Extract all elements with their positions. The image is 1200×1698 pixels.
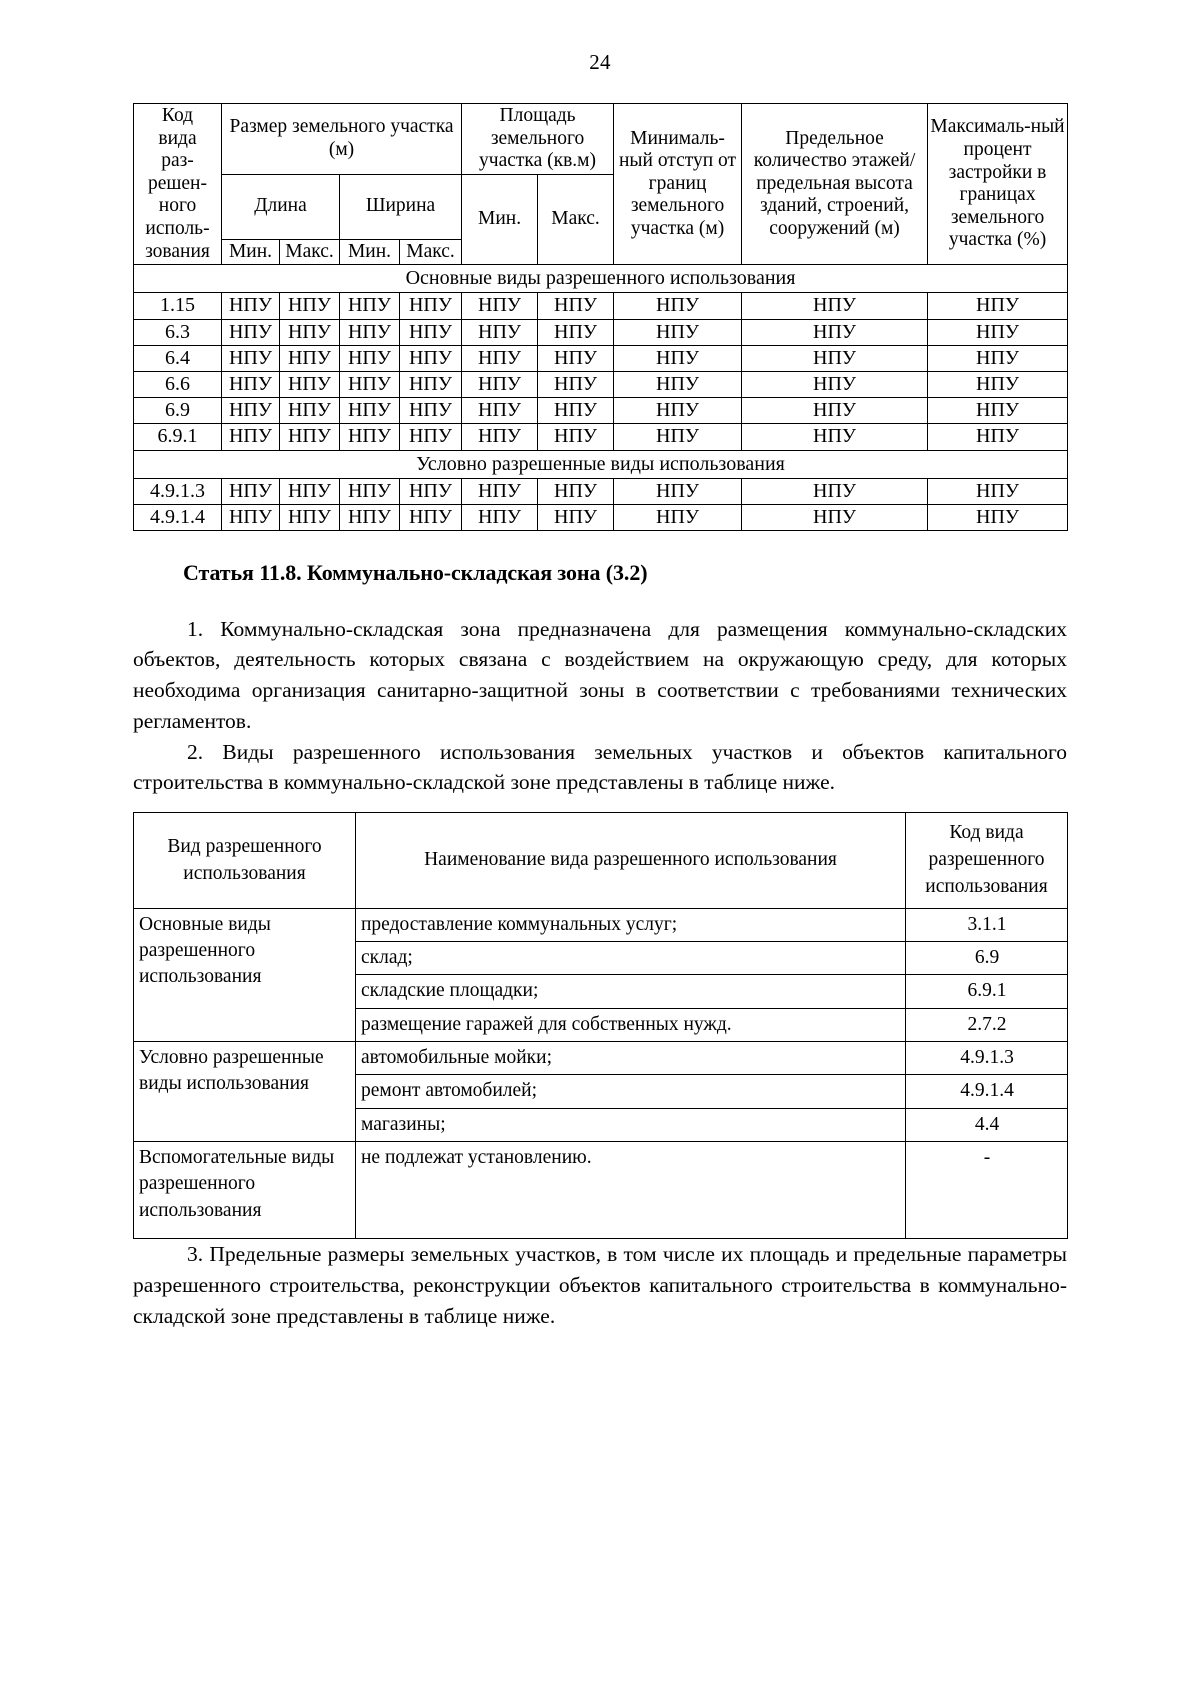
header-width-max: Макс.	[400, 239, 462, 265]
row-code: 1.15	[134, 293, 222, 319]
header-code-kind-line-3: раз-	[161, 150, 194, 172]
header-code-kind-line-1: Код	[161, 105, 194, 126]
cell-length-max: НПУ	[280, 293, 340, 319]
cell-area-min: НПУ	[462, 319, 538, 345]
cell-length-min: НПУ	[222, 293, 280, 319]
cell-min-setback: НПУ	[614, 372, 742, 398]
header-plot-size: Размер земельного участка (м)	[222, 104, 462, 175]
cell-width-min: НПУ	[340, 504, 400, 530]
table-row	[134, 424, 1068, 450]
header-code-kind	[134, 104, 222, 265]
use-name: предоставление коммунальных услуг;	[356, 908, 906, 941]
table-row	[134, 478, 1068, 504]
table-header-row-1	[134, 104, 1068, 175]
cell-width-max: НПУ	[400, 345, 462, 371]
cell-width-min: НПУ	[340, 293, 400, 319]
use-code: 2.7.2	[906, 1008, 1068, 1041]
row-code: 6.9.1	[134, 424, 222, 450]
cell-min-setback: НПУ	[614, 504, 742, 530]
group-kind-auxiliary: Вспомогательные виды разрешенного использования	[134, 1142, 356, 1239]
cell-area-min: НПУ	[462, 345, 538, 371]
cell-area-min: НПУ	[462, 372, 538, 398]
permitted-uses-table-body	[134, 908, 1068, 1238]
cell-length-min: НПУ	[222, 504, 280, 530]
header-area-min: Мин.	[462, 174, 538, 264]
header-code-kind-line-7: зования	[145, 240, 210, 262]
cell-width-max: НПУ	[400, 398, 462, 424]
table-row	[134, 1142, 1068, 1239]
cell-min-setback: НПУ	[614, 478, 742, 504]
cell-max-percent: НПУ	[928, 398, 1068, 424]
cell-width-min: НПУ	[340, 319, 400, 345]
cell-max-floors: НПУ	[742, 319, 928, 345]
cell-area-max: НПУ	[538, 424, 614, 450]
row-code: 4.9.1.3	[134, 478, 222, 504]
header-max-floors: Предельное количество этажей/ предельная высота зданий, строений, сооружений (м)	[742, 104, 928, 265]
permitted-uses-table	[133, 812, 1068, 1239]
page-content	[133, 103, 1067, 1331]
header-max-build-percent: Максималь-ный процент застройки в границах земельного участка (%)	[928, 104, 1068, 265]
cell-length-min: НПУ	[222, 372, 280, 398]
table-row	[134, 504, 1068, 530]
cell-max-floors: НПУ	[742, 478, 928, 504]
cell-min-setback: НПУ	[614, 319, 742, 345]
table-header-row	[134, 813, 1068, 909]
table-row	[134, 319, 1068, 345]
header-min-setback: Минималь-ный отступ от границ земельного участка (м)	[614, 104, 742, 265]
cell-width-max: НПУ	[400, 372, 462, 398]
cell-width-min: НПУ	[340, 372, 400, 398]
cell-area-max: НПУ	[538, 398, 614, 424]
limit-parameters-table-head	[134, 104, 1068, 265]
header-code-kind-line-6: исполь-	[145, 218, 210, 240]
cell-width-max: НПУ	[400, 319, 462, 345]
use-name: ремонт автомобилей;	[356, 1075, 906, 1108]
table-row	[134, 1042, 1068, 1075]
row-code: 6.6	[134, 372, 222, 398]
cell-area-max: НПУ	[538, 504, 614, 530]
use-name: склад;	[356, 942, 906, 975]
row-code: 6.4	[134, 345, 222, 371]
cell-width-min: НПУ	[340, 424, 400, 450]
cell-length-min: НПУ	[222, 345, 280, 371]
table-row	[134, 293, 1068, 319]
cell-length-max: НПУ	[280, 424, 340, 450]
cell-max-percent: НПУ	[928, 504, 1068, 530]
group-kind-main: Основные виды разрешенного использования	[134, 908, 356, 1041]
cell-max-floors: НПУ	[742, 504, 928, 530]
cell-area-max: НПУ	[538, 319, 614, 345]
cell-length-max: НПУ	[280, 345, 340, 371]
cell-max-floors: НПУ	[742, 398, 928, 424]
cell-width-max: НПУ	[400, 293, 462, 319]
cell-area-min: НПУ	[462, 424, 538, 450]
cell-max-floors: НПУ	[742, 424, 928, 450]
header-length-min: Мин.	[222, 239, 280, 265]
use-name: автомобильные мойки;	[356, 1042, 906, 1075]
header-width: Ширина	[340, 174, 462, 239]
cell-length-max: НПУ	[280, 319, 340, 345]
row-code: 4.9.1.4	[134, 504, 222, 530]
use-name: складские площадки;	[356, 975, 906, 1008]
cell-min-setback: НПУ	[614, 345, 742, 371]
header-length-max: Макс.	[280, 239, 340, 265]
use-code: 3.1.1	[906, 908, 1068, 941]
row-code: 6.9	[134, 398, 222, 424]
section-title-conditional-uses: Условно разрешенные виды использования	[134, 450, 1068, 478]
cell-max-percent: НПУ	[928, 345, 1068, 371]
cell-length-min: НПУ	[222, 398, 280, 424]
cell-length-min: НПУ	[222, 319, 280, 345]
table-row	[134, 372, 1068, 398]
cell-min-setback: НПУ	[614, 293, 742, 319]
header-use-name: Наименование вида разрешенного использования	[356, 813, 906, 909]
cell-width-max: НПУ	[400, 478, 462, 504]
cell-area-max: НПУ	[538, 478, 614, 504]
cell-length-max: НПУ	[280, 398, 340, 424]
cell-length-min: НПУ	[222, 424, 280, 450]
header-code-kind-line-4: решен-	[147, 172, 207, 194]
cell-area-min: НПУ	[462, 398, 538, 424]
cell-max-percent: НПУ	[928, 319, 1068, 345]
cell-max-percent: НПУ	[928, 372, 1068, 398]
use-code: 6.9.1	[906, 975, 1068, 1008]
section-row-conditional-uses	[134, 450, 1068, 478]
cell-width-min: НПУ	[340, 478, 400, 504]
cell-length-min: НПУ	[222, 478, 280, 504]
group-kind-conditional: Условно разрешенные виды использования	[134, 1042, 356, 1142]
permitted-uses-table-head	[134, 813, 1068, 909]
cell-area-max: НПУ	[538, 372, 614, 398]
use-name: магазины;	[356, 1108, 906, 1141]
section-row-main-uses	[134, 265, 1068, 293]
article-paragraph-1: 1. Коммунально-складская зона предназначена для размещения коммунально-складских объектов, деятельность которых связана с воздействием на окружающую среду, для которых необходима организация санитарно-защитной зоны в соответствии с требованиями технических регламентов.	[133, 616, 1067, 733]
cell-area-min: НПУ	[462, 293, 538, 319]
cell-max-percent: НПУ	[928, 424, 1068, 450]
cell-length-max: НПУ	[280, 372, 340, 398]
cell-max-percent: НПУ	[928, 478, 1068, 504]
cell-max-percent: НПУ	[928, 293, 1068, 319]
use-code: -	[906, 1142, 1068, 1239]
use-name: размещение гаражей для собственных нужд.	[356, 1008, 906, 1041]
cell-area-max: НПУ	[538, 345, 614, 371]
header-plot-area: Площадь земельного участка (кв.м)	[462, 104, 614, 175]
header-code-kind-line-2: вида	[158, 127, 197, 149]
cell-min-setback: НПУ	[614, 398, 742, 424]
header-length: Длина	[222, 174, 340, 239]
cell-area-min: НПУ	[462, 478, 538, 504]
article-heading: Статья 11.8. Коммунально-складская зона (3.2)	[183, 560, 648, 586]
header-area-max: Макс.	[538, 174, 614, 264]
table-row	[134, 398, 1068, 424]
use-code: 4.4	[906, 1108, 1068, 1141]
cell-width-max: НПУ	[400, 424, 462, 450]
table-row	[134, 345, 1068, 371]
use-code: 4.9.1.4	[906, 1075, 1068, 1108]
cell-max-floors: НПУ	[742, 372, 928, 398]
limit-parameters-table	[133, 103, 1068, 531]
cell-area-max: НПУ	[538, 293, 614, 319]
cell-length-max: НПУ	[280, 504, 340, 530]
header-use-code: Код вида разрешенного использования	[906, 813, 1068, 909]
limit-parameters-table-body	[134, 265, 1068, 531]
cell-area-min: НПУ	[462, 504, 538, 530]
table-row	[134, 908, 1068, 941]
cell-width-min: НПУ	[340, 345, 400, 371]
use-name: не подлежат установлению.	[356, 1142, 906, 1239]
use-code: 6.9	[906, 942, 1068, 975]
cell-max-floors: НПУ	[742, 293, 928, 319]
use-code: 4.9.1.3	[906, 1042, 1068, 1075]
page-number: 24	[589, 50, 611, 74]
section-title-main-uses: Основные виды разрешенного использования	[134, 265, 1068, 293]
cell-width-max: НПУ	[400, 504, 462, 530]
row-code: 6.3	[134, 319, 222, 345]
article-paragraph-2: 2. Виды разрешенного использования земельных участков и объектов капитального строительства в коммунально-складской зоне представлены в таблице ниже.	[133, 739, 1067, 795]
cell-max-floors: НПУ	[742, 345, 928, 371]
article-paragraph-3: 3. Предельные размеры земельных участков, в том числе их площадь и предельные параметры разрешенного строительства, реконструкции объектов капитального строительства в коммунально-складской зоне представлены в таблице ниже.	[133, 1242, 1067, 1328]
cell-width-min: НПУ	[340, 398, 400, 424]
header-use-kind: Вид разрешенного использования	[134, 813, 356, 909]
cell-min-setback: НПУ	[614, 424, 742, 450]
header-width-min: Мин.	[340, 239, 400, 265]
cell-length-max: НПУ	[280, 478, 340, 504]
header-code-kind-line-5: ного	[158, 195, 197, 217]
